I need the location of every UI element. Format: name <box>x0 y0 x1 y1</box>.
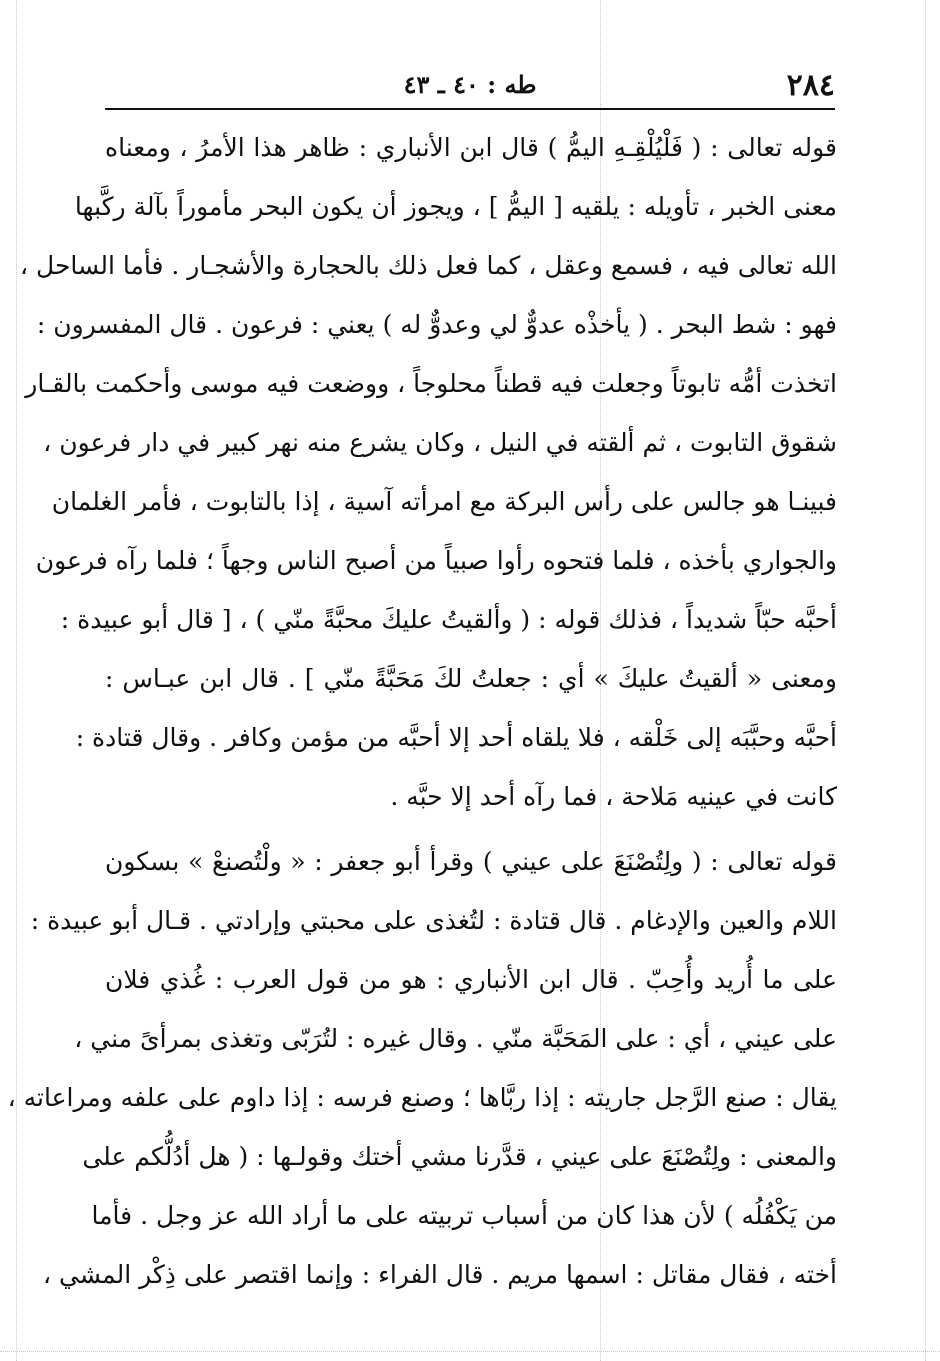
scan-guide-right <box>925 0 926 1361</box>
text-line: كانت في عينيه مَلاحة ، فما رآه أحد إلا حبَّه . <box>390 782 837 811</box>
header-rule <box>105 108 835 110</box>
text-line: على عيني ، أي : على المَحَبَّة منّي . وقال غيره : لتُرَبّى وتغذى بمرأىً مني ، <box>74 1024 837 1053</box>
text-line: والمعنى : ولِتُصْنَعَ على عيني ، قدَّرنا مشي أختك وقولـها : ( هل أدُلُّكم على <box>82 1142 837 1171</box>
text-line: على ما أُريد وأُحِبّ . قال ابن الأنباري : هو من قول العرب : غُذي فلان <box>105 965 837 994</box>
text-line: شقوق التابوت ، ثم ألقته في النيل ، وكان يشرع منه نهر كبير في دار فرعون ، <box>43 428 837 457</box>
scan-guide-bottom <box>0 1351 940 1352</box>
text-line: الله تعالى فيه ، فسمع وعقل ، كما فعل ذلك بالحجارة والأشجـار . فأما الساحل ، <box>20 251 837 280</box>
paragraph-1 <box>20 118 837 826</box>
text-line: يقال : صنع الرَّجل جاريته : إذا ربَّاها ؛ وصنع فرسه : إذا داوم على علفه ومراعاته ، <box>7 1083 837 1112</box>
paragraph-2 <box>7 832 837 1304</box>
text-line: أحبَّه وحبَّبَه إلى خَلْقه ، فلا يلقاه أحد إلا أحبَّه من مؤمن وكافر . وقال قتادة : <box>75 723 837 752</box>
text-line: قوله تعالى : ( ولِتُصْنَعَ على عيني ) وقرأ أبو جعفر : « ولْتُصنعْ » بسكون <box>105 847 837 876</box>
text-line: من يَكْفُلُه ) لأن هذا كان من أسباب تربيته على ما أراد الله عز وجل . فأما <box>91 1201 837 1230</box>
page-header <box>105 62 835 110</box>
scan-guide-left <box>16 0 17 1361</box>
text-line: اتخذت أمُّه تابوتاً وجعلت فيه قطناً محلوجاً ، ووضعت فيه موسى وأحكمت بالقـار <box>25 369 837 398</box>
text-line: ومعنى « ألقيتُ عليكَ » أي : جعلتُ لكَ مَحَبَّةً منّي ] . قال ابن عبـاس : <box>105 664 837 693</box>
running-head: طه : ٤٠ ـ ٤٣ <box>403 70 537 99</box>
text-line: أخته ، فقال مقاتل : اسمها مريم . قال الفراء : وإنما اقتصر على ذِكْر المشي ، <box>42 1260 837 1289</box>
page-number: ٢٨٤ <box>786 68 835 103</box>
text-line: والجواري بأخذه ، فلما فتحوه رأوا صبياً من أصبح الناس وجهاً ؛ فلما رآه فرعون <box>35 546 837 575</box>
text-line: اللام والعين والإدغام . قال قتادة : لتُغذى على محبتي وإرادتي . قـال أبو عبيدة : <box>30 906 837 935</box>
text-line: فبينـا هو جالس على رأس البركة مع امرأته آسية ، إذا بالتابوت ، فأمر الغلمان <box>51 487 837 516</box>
text-line: أحبَّه حبّاً شديداً ، فذلك قوله : ( وألقيتُ عليكَ محبَّةً منّي ) ، [ قال أبو عبيدة : <box>60 605 837 634</box>
text-line: فهو : شط البحر . ( يأخذْه عدوٌّ لي وعدوٌّ له ) يعني : فرعون . قال المفسرون : <box>36 310 837 339</box>
page-body <box>7 118 837 1304</box>
text-line: معنى الخبر ، تأويله : يلقيه [ اليمُّ ] ، ويجوز أن يكون البحر مأموراً بآلة ركَّبها <box>74 192 837 221</box>
text-line: قوله تعالى : ( فَلْيُلْقِـهِ اليمُّ ) قال ابن الأنباري : ظاهر هذا الأمرُ ، ومعناه <box>105 133 837 162</box>
